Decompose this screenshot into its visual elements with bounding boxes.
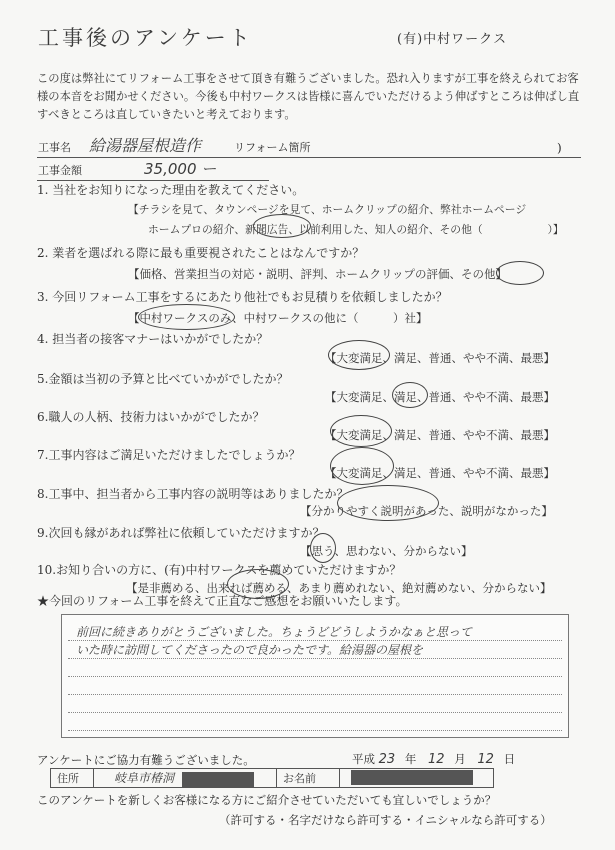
question-6: 6.職人の人柄、技術力はいかがでしたか？	[37, 410, 265, 424]
name-label: お名前	[277, 769, 340, 788]
work-name-close-paren: )	[557, 141, 562, 155]
address-label: 住所	[51, 769, 94, 788]
survey-date: 平成 23 年 12 月 12 日	[352, 752, 516, 767]
work-name-field	[37, 137, 581, 158]
work-amount-handwritten: 35,000 ー	[144, 160, 217, 178]
permission-question: このアンケートを新しくお客様になる方にご紹介させていただいても宜しいでしょうか？	[37, 793, 497, 807]
question-10: 10.お知り合いの方に、(有)中村ワークスを薦めていただけますか？	[37, 563, 402, 577]
page-title: 工事後のアンケート	[38, 26, 253, 50]
question-5: 5.金額は当初の予算と比べていかがでしたか？	[37, 372, 289, 386]
question-2-options: 【価格、営業担当の対応・説明、評判、ホームクリップの評価、その他】	[128, 267, 508, 281]
comment-line	[68, 676, 562, 677]
work-amount-label: 工事金額	[38, 164, 82, 177]
address-field	[94, 769, 277, 788]
thanks-text: アンケートにご協力有難うございました。	[37, 753, 255, 767]
permission-options: （許可する・名字だけなら許可する・イニシャルなら許可する）	[219, 813, 552, 827]
customer-info-table	[50, 768, 494, 788]
question-6-options: 【大変満足、満足、普通、やや不満、最悪】	[325, 428, 555, 442]
work-amount-field	[37, 160, 269, 181]
intro-text: この度は弊社にてリフォーム工事をさせて頂き有難うございました。恐れ入りますが工事を終えられてお客様の本音をお聞かせください。今後も中村ワークスは皆様に喜んでいただけるよう伸ばすところは伸ばし直すべきところは直していきたいと考えております。	[37, 72, 580, 121]
question-2: 2. 業者を選ばれる際に最も重要視されたことはなんですか？	[37, 246, 365, 260]
work-name-label: 工事名	[38, 141, 71, 154]
name-field	[340, 769, 494, 788]
comment-box[interactable]	[61, 614, 569, 738]
question-9: 9.次回も縁があれば弊社に依頼していただけますか？	[37, 526, 325, 540]
comment-line	[68, 694, 562, 695]
question-3-options: 【中村ワークスのみ、中村ワークスの他に（ ）社】	[128, 311, 428, 325]
question-8-options: 【分かりやすく説明があった、説明がなかった】	[300, 504, 553, 518]
address-value: 岐阜市椿洞	[114, 771, 175, 785]
question-9-options: 【思う、思わない、分からない】	[300, 544, 473, 558]
work-name-handwritten: 給湯器屋根造作	[89, 136, 202, 155]
question-7: 7.工事内容はご満足いただけましたでしょうか？	[37, 448, 301, 462]
comment-line	[68, 712, 562, 713]
question-8: 8.工事中、担当者から工事内容の説明等はありましたか？	[37, 487, 349, 501]
company-name: (有)中村ワークス	[397, 32, 508, 47]
work-name-suffix: リフォーム箇所	[234, 141, 311, 154]
comment-line-2: いた時に訪問してくださったので良かったです。給湯器の屋根を	[76, 643, 424, 657]
question-4: 4. 担当者の接客マナーはいかがでしたか？	[37, 332, 269, 346]
question-1-options-line2: ホームプロの紹介、新聞広告、以前利用した、知人の紹介、その他（ ）】	[148, 223, 564, 236]
redacted-block	[182, 772, 254, 787]
question-1: 1. 当社をお知りになった理由を教えてください。	[37, 183, 305, 197]
comment-prompt: ★今回のリフォーム工事を終えて正直なご感想をお願いいたします。	[37, 594, 408, 608]
question-10-options: 【是非薦める、出来れば薦める、あまり薦めれない、絶対薦めない、分からない】	[126, 581, 552, 595]
comment-line-1: 前回に続きありがとうございました。ちょうどどうしようかなぁと思って	[76, 625, 473, 639]
question-3: 3. 今回リフォーム工事をするにあたり他社でもお見積りを依頼しましたか？	[37, 290, 448, 304]
question-7-options: 【大変満足、満足、普通、やや不満、最悪】	[325, 466, 555, 480]
question-5-options: 【大変満足、満足、普通、やや不満、最悪】	[325, 390, 555, 404]
comment-line	[68, 658, 562, 659]
question-4-options: 【大変満足、満足、普通、やや不満、最悪】	[325, 351, 555, 365]
comment-line	[68, 730, 562, 731]
redacted-block	[351, 770, 473, 785]
question-1-options-line1: 【チラシを見て、タウンページを見て、ホームクリップの紹介、弊社ホームページ	[128, 203, 527, 216]
